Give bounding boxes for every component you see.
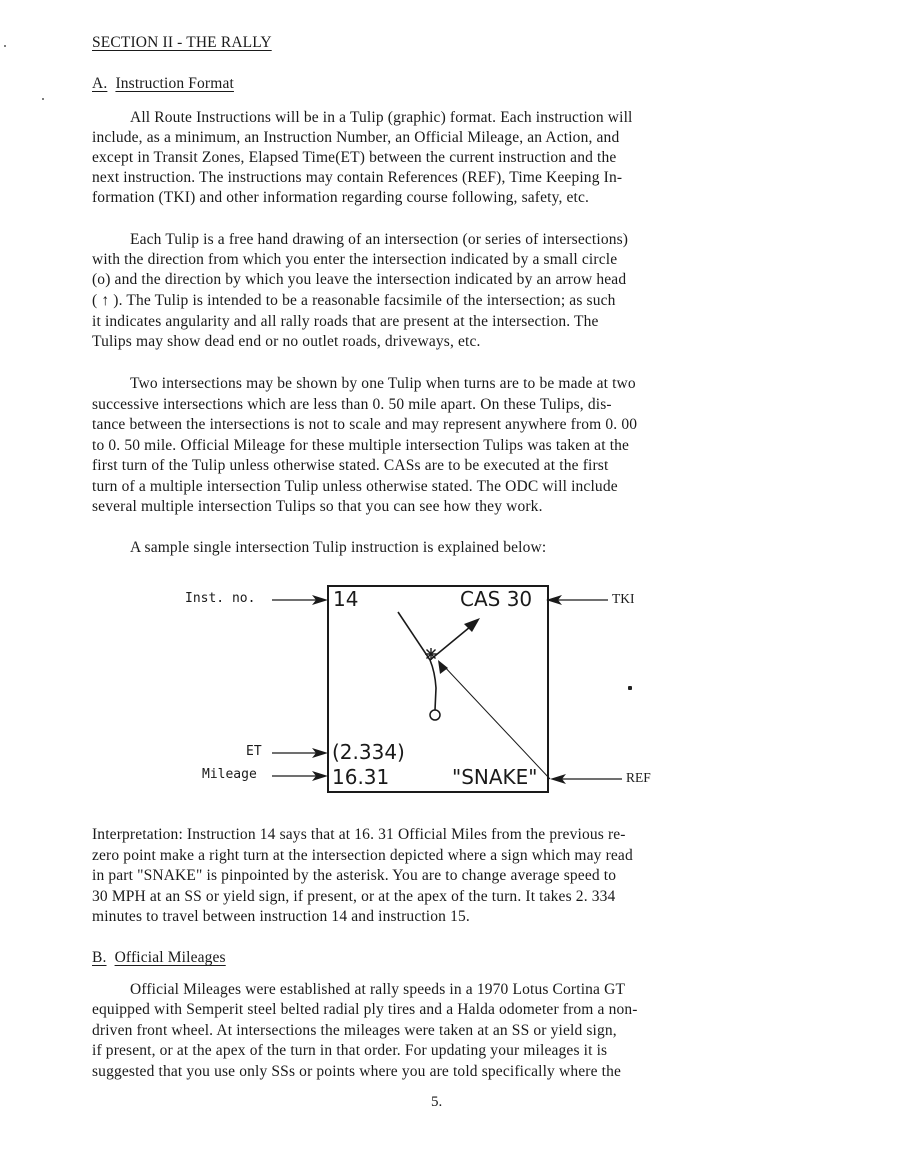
text-line: to 0. 50 mile. Official Mileage for these multiple intersection Tulips was taken at the	[92, 437, 630, 454]
text-line: include, as a minimum, an Instruction Number, an Official Mileage, an Action, and	[92, 129, 620, 146]
text-line: 30 MPH at an SS or yield sign, if present, or at the apex of the turn. It takes 2. 334	[92, 888, 616, 905]
tki-label: TKI	[612, 591, 635, 606]
asterisk-sign-icon	[425, 648, 437, 660]
text-line: zero point make a right turn at the intersection depicted where a sign which may read	[92, 847, 633, 864]
text-line: Official Mileages were established at rally speeds in a 1970 Lotus Cortina GT	[130, 981, 626, 998]
text-line: if present, or at the apex of the turn in that order. For updating your mileages it is	[92, 1042, 608, 1059]
text-line: Two intersections may be shown by one Tulip when turns are to be made at two	[130, 375, 636, 392]
section-b-title: Official Mileages	[114, 949, 226, 966]
elapsed-time-value: (2.334)	[332, 740, 405, 764]
et-label: ET	[246, 744, 262, 759]
text-line: except in Transit Zones, Elapsed Time(ET) between the current instruction and the	[92, 149, 617, 166]
text-line: tance between the intersections is not to scale and may represent anywhere from 0. 00	[92, 416, 638, 433]
instruction-number: 14	[333, 587, 359, 611]
inst-no-label: Inst. no.	[185, 591, 256, 606]
entry-circle-icon	[430, 710, 440, 720]
text-line: minutes to travel between instruction 14 and instruction 15.	[92, 908, 470, 925]
text-line: Each Tulip is a free hand drawing of an intersection (or series of intersections)	[130, 231, 629, 248]
mileage-label: Mileage	[202, 767, 257, 782]
cas-value: CAS 30	[460, 587, 533, 611]
text-line: driven front wheel. At intersections the mileages were taken at an SS or yield sign,	[92, 1022, 617, 1039]
text-line: formation (TKI) and other information regarding course following, safety, etc.	[92, 189, 590, 206]
section-a-title: Instruction Format	[115, 75, 234, 92]
text-line: several multiple intersection Tulips so that you can see how they work.	[92, 498, 543, 515]
text-line: first turn of the Tulip unless otherwise stated. CASs are to be executed at the first	[92, 457, 609, 474]
reference-sign-text: "SNAKE"	[452, 765, 538, 789]
sample-intro: A sample single intersection Tulip instruction is explained below:	[130, 539, 547, 556]
text-line: suggested that you use only SSs or points where you are told specifically where the	[92, 1063, 622, 1080]
scan-speck	[42, 98, 44, 100]
text-line: with the direction from which you enter the intersection indicated by a small circle	[92, 251, 618, 268]
section-a-label: A.	[92, 75, 108, 92]
text-line: (o) and the direction by which you leave the intersection indicated by an arrow head	[92, 271, 627, 288]
entry-road	[430, 660, 436, 710]
scan-speck	[4, 45, 6, 47]
tulip-diagram	[180, 580, 660, 800]
section-heading: SECTION II - THE RALLY	[92, 34, 272, 51]
text-line: All Route Instructions will be in a Tulip (graphic) format. Each instruction will	[130, 109, 633, 126]
text-line: turn of a multiple intersection Tulip unless otherwise stated. The ODC will include	[92, 478, 618, 495]
text-line: ( ↑ ). The Tulip is intended to be a reasonable facsimile of the intersection; as such	[92, 292, 616, 309]
section-b-heading	[92, 948, 226, 968]
text-line: in part "SNAKE" is pinpointed by the asterisk. You are to change average speed to	[92, 867, 617, 884]
section-a-heading	[92, 74, 234, 94]
text-line: it indicates angularity and all rally roads that are present at the intersection. The	[92, 313, 599, 330]
mileage-value: 16.31	[332, 765, 390, 789]
text-line: next instruction. The instructions may contain References (REF), Time Keeping In-	[92, 169, 623, 186]
text-line: Tulips may show dead end or no outlet roads, driveways, etc.	[92, 333, 481, 350]
ref-label: REF	[626, 770, 651, 785]
page-number: 5.	[431, 1094, 443, 1110]
section-b-label: B.	[92, 949, 107, 966]
text-line: Interpretation: Instruction 14 says that at 16. 31 Official Miles from the previous re-	[92, 826, 626, 843]
text-line: successive intersections which are less than 0. 50 mile apart. On these Tulips, dis-	[92, 396, 612, 413]
ref-pointer-line	[442, 664, 550, 779]
text-line: equipped with Semperit steel belted radial ply tires and a Halda odometer from a non-	[92, 1001, 638, 1018]
pointer-arrow-head-icon	[438, 660, 448, 674]
side-road	[398, 612, 430, 660]
